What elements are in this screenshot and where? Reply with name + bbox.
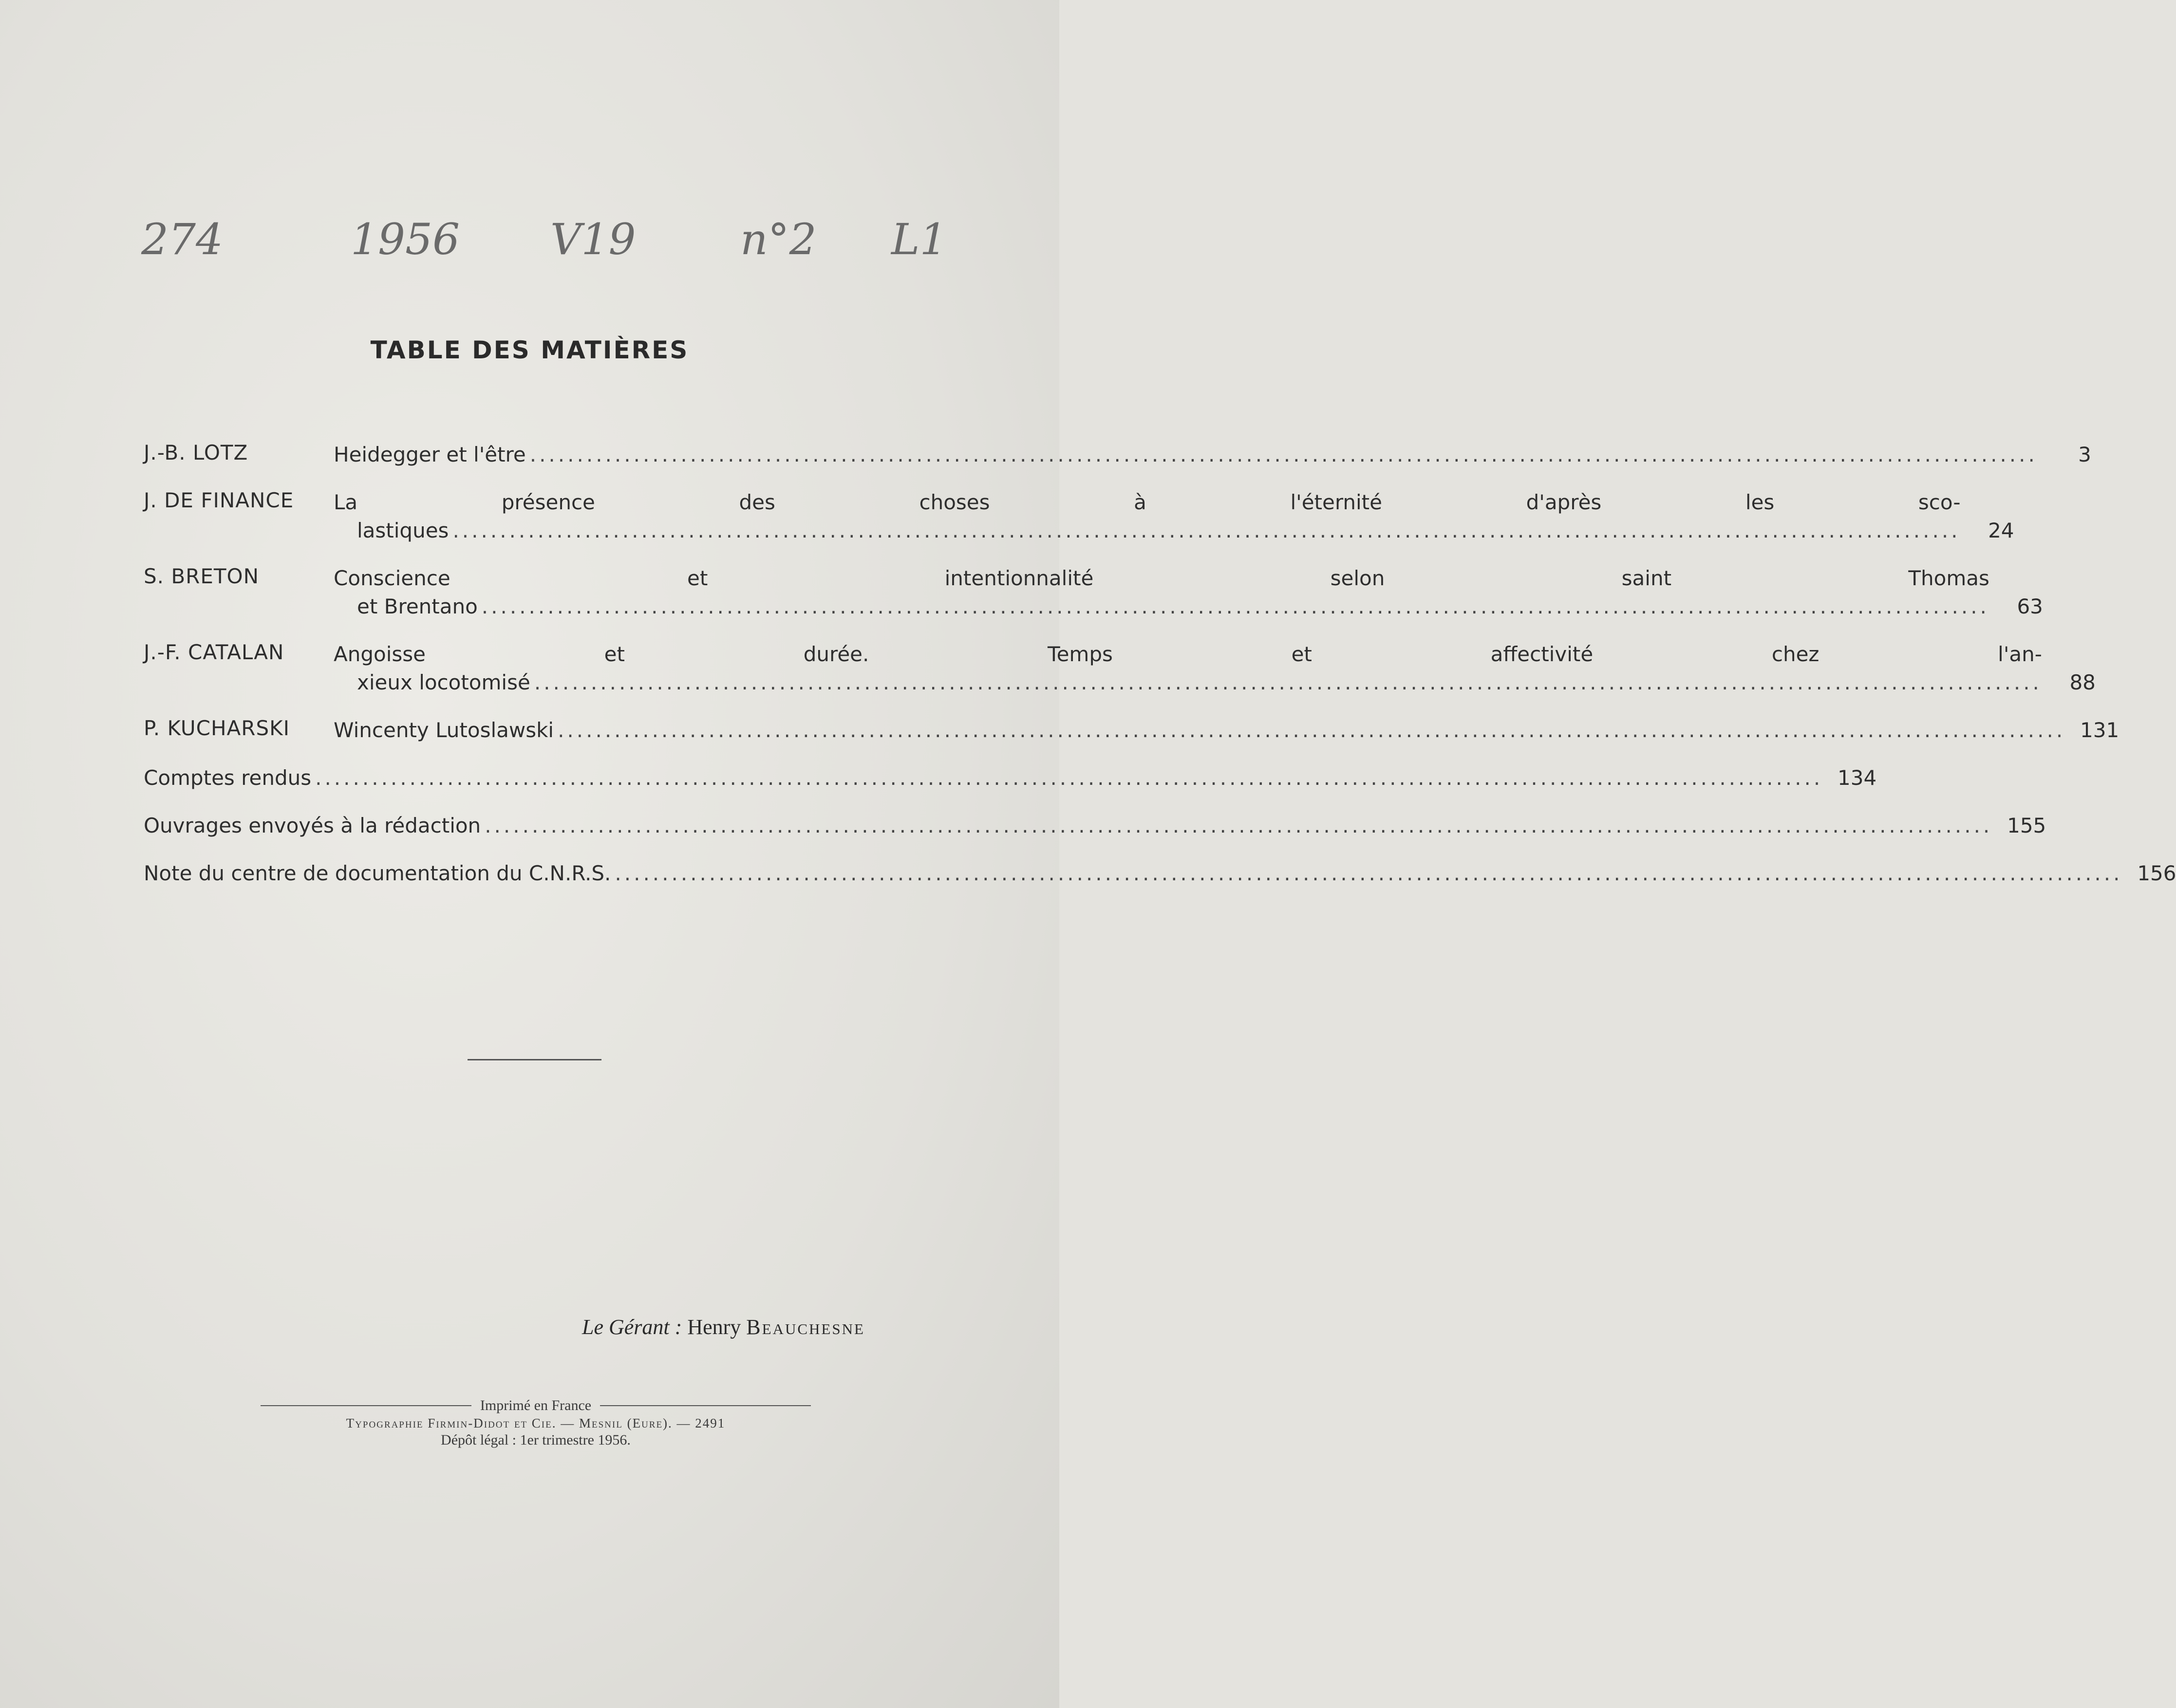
toc-author: J.-F. CATALAN: [144, 640, 284, 664]
handwritten-volume: V19: [550, 214, 636, 264]
handwritten-note: [141, 214, 969, 273]
toc-page-number: 3: [2078, 443, 2091, 466]
toc-section-label: Comptes rendus: [144, 766, 312, 790]
toc-page-number: 88: [2069, 670, 2096, 694]
toc-article-title-cont: lastiques: [357, 519, 449, 542]
toc-page-number: 63: [2017, 594, 2043, 618]
toc-entry: [144, 488, 2014, 545]
handwritten-call-number: 274: [141, 214, 223, 264]
toc-author: S. BRETON: [144, 564, 260, 588]
handwritten-shelf: L1: [891, 214, 947, 264]
toc-author: J. DE FINANCE: [144, 488, 294, 512]
handwritten-issue: n°2: [740, 214, 817, 264]
toc-entry: [144, 640, 2096, 697]
toc-article-title-cont: xieux locotomisé: [357, 670, 530, 694]
toc-section: [144, 764, 1877, 792]
toc-entry: [144, 716, 2120, 744]
toc-page-number: 131: [2080, 718, 2120, 742]
toc-article-title: Heidegger et l'être: [334, 443, 526, 466]
toc-page-number: 134: [1838, 766, 1877, 790]
gerant-first-name: Henry: [687, 1315, 741, 1339]
toc-entry: [144, 564, 2043, 621]
toc-article-title: Angoisse et durée. Temps et affectivité chez l'an-: [334, 642, 2042, 666]
imprint-printer: Typographie Firmin-Didot et Cie. — Mesnil (Eure). — 2491: [346, 1416, 726, 1430]
toc-page-number: 24: [1988, 519, 2014, 542]
toc-article-title-cont: et Brentano: [357, 594, 478, 618]
toc-author: J.-B. LOTZ: [144, 441, 248, 464]
toc-article-title: Conscience et intentionnalité selon saint Thomas: [334, 566, 1989, 590]
toc-section: [144, 812, 2046, 840]
toc-page-number: 156: [2137, 861, 2176, 885]
table-of-contents: [144, 441, 2176, 907]
toc-entry: [144, 441, 2091, 469]
divider-rule: [468, 1059, 601, 1060]
toc-article-title: Wincenty Lutoslawski: [334, 718, 554, 742]
handwritten-year: 1956: [351, 214, 460, 264]
toc-section-label: Ouvrages envoyés à la rédaction: [144, 814, 481, 837]
page-title: TABLE DES MATIÈRES: [370, 336, 689, 364]
gerant-last-name: Beauchesne: [746, 1315, 865, 1339]
imprint-legal-deposit: Dépôt légal : 1er trimestre 1956.: [441, 1432, 631, 1448]
toc-section: [144, 859, 2176, 888]
toc-section-label: Note du centre de documentation du C.N.R.S.: [144, 861, 611, 885]
toc-article-title: La présence des choses à l'éternité d'après les sco-: [334, 490, 1961, 514]
gerant-line: [582, 1315, 865, 1339]
toc-author: P. KUCHARSKI: [144, 716, 290, 740]
imprint: [261, 1397, 811, 1448]
gerant-role: Le Gérant :: [582, 1315, 682, 1339]
imprint-country: Imprimé en France: [480, 1397, 592, 1413]
toc-page-number: 155: [2007, 814, 2046, 837]
